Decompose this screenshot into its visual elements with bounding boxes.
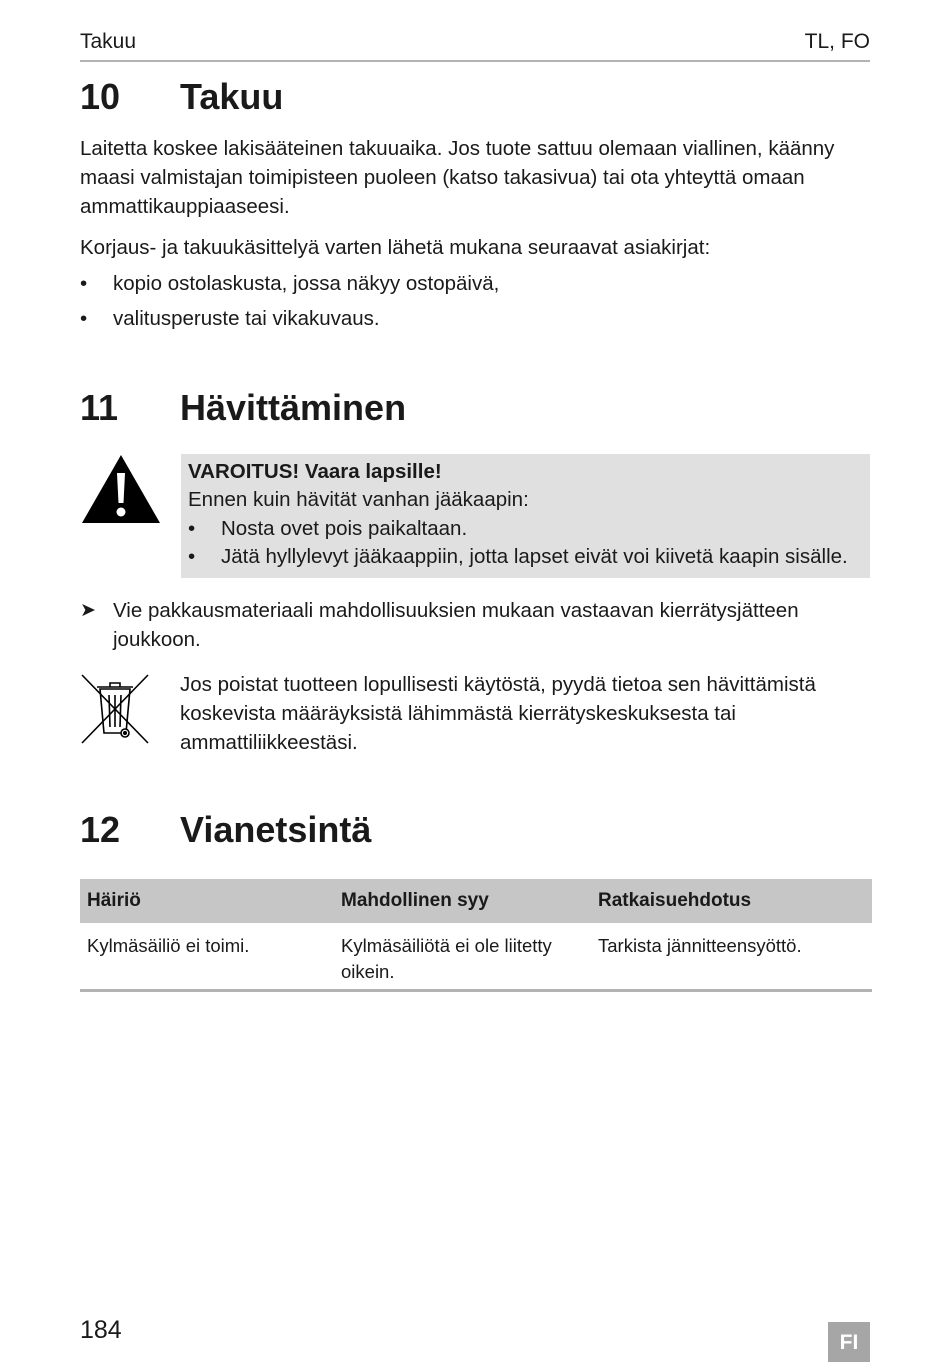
- warranty-paragraph: Laitetta koskee lakisääteinen takuuaika. Jos tuote sattuu olemaan viallinen, käänny maasi valmistajan toimipisteen puoleen (katso takasivua) tai ota yhteyttä omaan ammattikauppiaaseesi.: [80, 137, 835, 218]
- documents-intro: Korjaus- ja takuukäsittelyä varten lähetä mukana seuraavat asiakirjat:: [80, 236, 711, 259]
- step-text: Vie pakkausmateriaali mahdollisuuksien mukaan vastaavan kierrätysjätteen joukkoon.: [113, 599, 799, 651]
- column-header: Mahdollinen syy: [341, 890, 489, 911]
- table-cell: Kylmäsäiliötä ei ole liitetty oikein.: [341, 935, 552, 982]
- section-number: 12: [80, 809, 121, 850]
- page-number: 184: [80, 1316, 122, 1344]
- section-title: Hävittäminen: [180, 387, 407, 428]
- warning-intro: Ennen kuin hävität vanhan jääkaapin:: [188, 488, 529, 511]
- bullet-dot: •: [80, 307, 88, 330]
- running-header: [80, 28, 870, 62]
- column-header: Häiriö: [87, 890, 141, 911]
- section-title: Takuu: [180, 76, 284, 117]
- warning-title: VAROITUS! Vaara lapsille!: [188, 460, 442, 483]
- header-section-title: Takuu: [80, 30, 137, 53]
- section-number: 11: [80, 387, 119, 428]
- disposal-text: Jos poistat tuotteen lopullisesti käytöstä, pyydä tietoa sen hävittämistä koskevista määräyksistä lähimmästä kierrätyskeskuksesta tai ammattiliikkeestäsi.: [180, 673, 816, 754]
- warning-box: VAROITUS! Vaara lapsille! Ennen kuin hävität vanhan jääkaapin: • Nosta ovet pois paikaltaan. • Jätä hyllylevyt jääkaappiin, jotta lapset eivät voi kiivetä kaapin sisälle.: [181, 454, 870, 578]
- table-cell: Kylmäsäiliö ei toimi.: [87, 935, 250, 956]
- troubleshooting-table: [80, 879, 872, 992]
- header-models: TL, FO: [804, 30, 870, 53]
- table-cell: Tarkista jännitteensyöttö.: [598, 935, 802, 956]
- arrow-right-icon: ➤: [80, 600, 96, 621]
- bullet-dot: •: [188, 545, 196, 568]
- language-badge: FI: [828, 1322, 870, 1362]
- warning-triangle-icon: [80, 453, 162, 525]
- bullet-dot: •: [188, 517, 196, 540]
- crossed-out-bin-icon: [80, 673, 150, 745]
- section-title: Vianetsintä: [180, 809, 372, 850]
- table-header-row: [80, 879, 872, 923]
- column-header: Ratkaisuehdotus: [598, 890, 752, 911]
- manual-page: Takuu TL, FO 10 Takuu Laitetta koskee lakisääteinen takuuaika. Jos tuote sattuu olemaan viallinen, käänny maasi valmistajan toimipisteen puoleen (katso takasivua) tai ota yhteyttä omaan ammattikauppiaaseesi. Korjaus- ja takuukäsittelyä varten lähetä mukana seuraavat asiakirjat: • kopio ostolaskusta, jossa näkyy ostopäivä, • valitusperuste tai vikakuvaus. 11 Hävittäminen VAROITUS! Vaara lapsille! Ennen kuin hävität vanhan jääkaapin: • Nosta ovet pois paikaltaan. • Jätä hyllylevyt jääkaappiin, jotta lapset eivät voi kiivetä kaapin sisälle. ➤ Vie pakkausmateriaali mahdollisuuksien mukaan vastaavan kierrätysjätteen joukkoon. Jos poistat tuotteen lopullisesti käytöstä, pyydä tietoa sen hävittämistä koskevista määräyksistä lähimmästä kierrätyskeskuksesta tai ammattiliikkeestäsi. 12 Vianetsintä Häiriö Mahdollinen syy Ratkaisuehdotus Kylmäsäiliö ei toimi. Kylmäsäiliötä ei ole liitetty oikein. Tarkista jännitteensyöttö. 184 FI: [80, 0, 870, 1365]
- table-row: [80, 923, 872, 992]
- section-number: 10: [80, 76, 121, 117]
- bullet-dot: •: [80, 272, 88, 295]
